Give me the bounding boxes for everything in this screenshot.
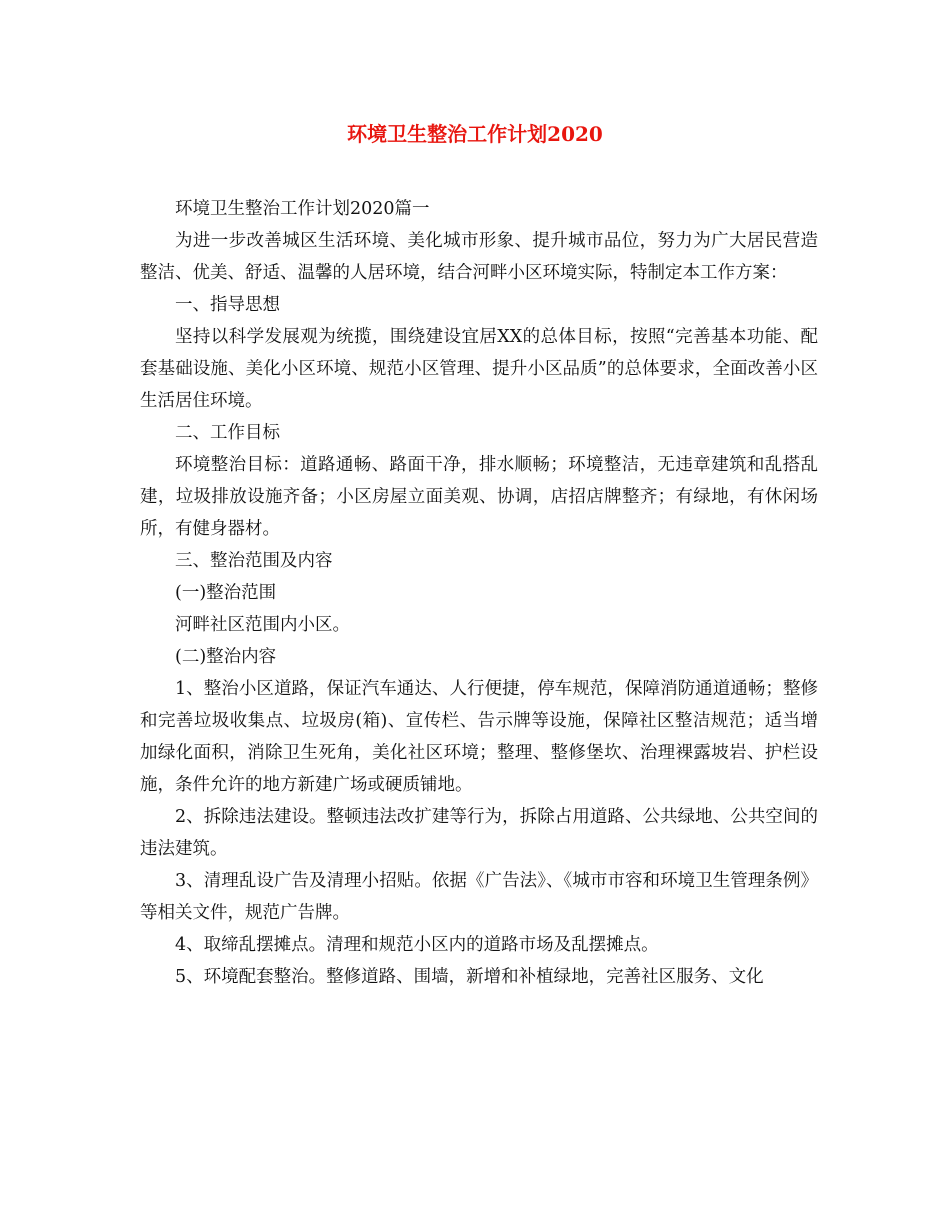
list-item: 5、环境配套整治。整修道路、围墙，新增和补植绿地，完善社区服务、文化 [175,967,764,987]
subsection-heading: (二)整治内容 [175,647,277,667]
paragraph-intro: 为进一步改善城区生活环境、美化城市形象、提升城市品位，努力为广大居民营造整洁、优美、舒适、温馨的人居环境，结合河畔小区环境实际，特制定本工作方案： [140,231,818,283]
paragraph: 环境整治目标：道路通畅、路面干净，排水顺畅；环境整洁，无违章建筑和乱搭乱建，垃圾排放设施齐备；小区房屋立面美观、协调，店招店牌整齐；有绿地，有休闲场所，有健身器材。 [140,455,818,539]
section-heading: 二、工作目标 [175,423,280,443]
section-heading: 环境卫生整治工作计划2020篇一 [175,199,430,219]
document-body [140,193,818,993]
section-heading: 三、整治范围及内容 [175,551,333,571]
list-item: 2、拆除违法建设。整顿违法改扩建等行为，拆除占用道路、公共绿地、公共空间的违法建筑。 [140,807,818,859]
list-item: 4、取缔乱摆摊点。清理和规范小区内的道路市场及乱摆摊点。 [175,935,659,955]
list-item: 1、整治小区道路，保证汽车通达、人行便捷，停车规范，保障消防通道通畅；整修和完善垃圾收集点、垃圾房(箱)、宣传栏、告示牌等设施，保障社区整洁规范；适当增加绿化面积，消除卫生死角，美化社区环境；整理、整修堡坎、治理裸露坡岩、护栏设施，条件允许的地方新建广场或硬质铺地。 [140,679,818,795]
document-title: 环境卫生整治工作计划2020 [347,122,603,146]
paragraph: 坚持以科学发展观为统揽，围绕建设宜居XX的总体目标，按照“完善基本功能、配套基础设施、美化小区环境、规范小区管理、提升小区品质”的总体要求，全面改善小区生活居住环境。 [140,327,818,411]
subsection-heading: (一)整治范围 [175,583,277,603]
paragraph: 河畔社区范围内小区。 [175,615,350,635]
list-item: 3、清理乱设广告及清理小招贴。依据《广告法》、《城市市容和环境卫生管理条例》等相关文件，规范广告牌。 [140,871,818,923]
section-heading: 一、指导思想 [175,295,280,315]
